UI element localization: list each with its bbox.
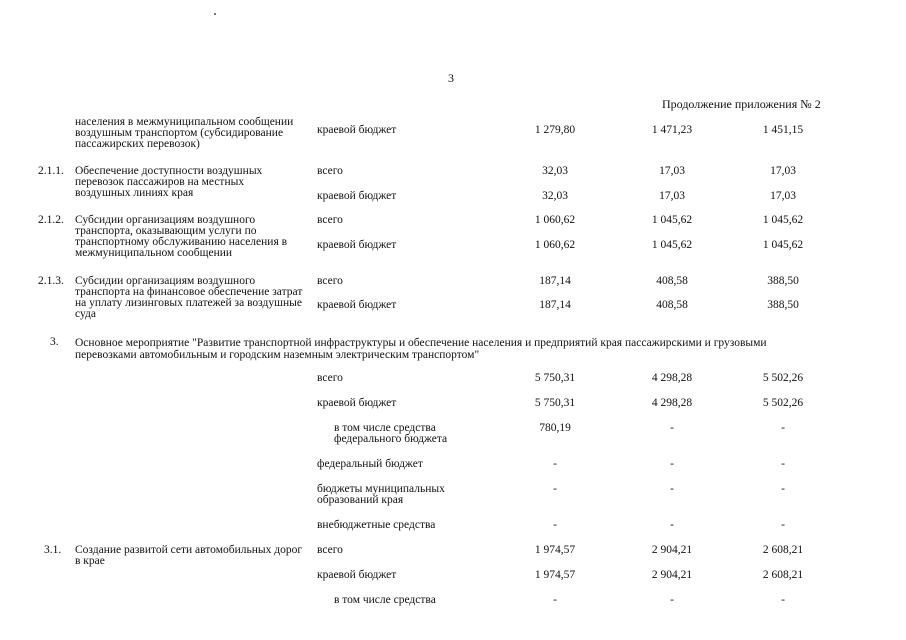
- value-cell: 1 045,62: [651, 239, 693, 251]
- value-cell: 1 060,62: [534, 214, 576, 226]
- value-cell: 187,14: [539, 299, 571, 311]
- value-cell: 4 298,28: [651, 372, 693, 384]
- value-cell: 5 750,31: [534, 372, 576, 384]
- row-source: всего: [317, 275, 343, 287]
- value-cell: 1 471,23: [651, 124, 693, 136]
- value-cell: 2 608,21: [762, 569, 804, 581]
- value-cell: -: [781, 422, 785, 434]
- row-name: Основное мероприятие "Развитие транспортной инфраструктуры и обеспечение населения и предприятий края пассажирскими и грузовыми перевозками автомобильным и городским наземным электрическим транспортом": [75, 337, 767, 361]
- value-cell: 17,03: [659, 190, 685, 202]
- value-cell: -: [781, 458, 785, 470]
- value-cell: -: [553, 519, 557, 531]
- row-source: краевой бюджет: [317, 190, 397, 202]
- continuation-title: Продолжение приложения № 2: [662, 97, 821, 111]
- row-code: 2.1.3.: [38, 275, 64, 287]
- value-cell: 1 045,62: [762, 239, 804, 251]
- value-cell: 1 974,57: [534, 544, 576, 556]
- value-cell: 2 904,21: [651, 569, 693, 581]
- value-cell: 2 608,21: [762, 544, 804, 556]
- value-cell: -: [553, 483, 557, 495]
- row-name: Субсидии организациям воздушного транспорта на финансовое обеспечение затрат на уплату лизинговых платежей за воздушные суда: [75, 275, 303, 320]
- value-cell: 5 502,26: [762, 372, 804, 384]
- scan-mark: [214, 13, 216, 15]
- row-source: внебюджетные средства: [317, 519, 436, 531]
- row-source: всего: [317, 165, 343, 177]
- value-cell: 5 750,31: [534, 397, 576, 409]
- value-cell: -: [670, 422, 674, 434]
- row-source: краевой бюджет: [317, 124, 397, 136]
- row-source: краевой бюджет: [317, 239, 397, 251]
- value-cell: 1 060,62: [534, 239, 576, 251]
- value-cell: 2 904,21: [651, 544, 693, 556]
- value-cell: 17,03: [770, 190, 796, 202]
- value-cell: -: [553, 458, 557, 470]
- value-cell: 1 045,62: [651, 214, 693, 226]
- row-source: в том числе средства федерального бюджета: [334, 422, 448, 445]
- value-cell: 388,50: [767, 275, 799, 287]
- row-source: федеральный бюджет: [317, 458, 423, 470]
- row-source: всего: [317, 372, 343, 384]
- value-cell: -: [781, 594, 785, 606]
- value-cell: 1 279,80: [534, 124, 576, 136]
- value-cell: -: [781, 483, 785, 495]
- value-cell: -: [670, 594, 674, 606]
- row-code: 2.1.1.: [38, 165, 64, 177]
- value-cell: -: [781, 519, 785, 531]
- value-cell: 187,14: [539, 275, 571, 287]
- value-cell: 1 045,62: [762, 214, 804, 226]
- value-cell: 408,58: [656, 275, 688, 287]
- value-cell: 1 974,57: [534, 569, 576, 581]
- row-source: краевой бюджет: [317, 569, 397, 581]
- value-cell: 388,50: [767, 299, 799, 311]
- row-source: краевой бюджет: [317, 397, 397, 409]
- row-source: в том числе средства: [334, 594, 436, 606]
- value-cell: 17,03: [770, 165, 796, 177]
- row-name: населения в межмуниципальном сообщении воздушным транспортом (субсидирование пассажирских перевозок): [75, 116, 294, 150]
- value-cell: -: [670, 519, 674, 531]
- row-code: 3.1.: [44, 544, 62, 556]
- row-name: Обеспечение доступности воздушных перевозок пассажиров на местных воздушных линиях края: [75, 165, 263, 199]
- row-source: краевой бюджет: [317, 299, 397, 311]
- value-cell: 17,03: [659, 165, 685, 177]
- value-cell: 780,19: [539, 422, 571, 434]
- value-cell: 5 502,26: [762, 397, 804, 409]
- value-cell: 408,58: [656, 299, 688, 311]
- row-name: Создание развитой сети автомобильных дорог в крае: [75, 544, 303, 567]
- value-cell: 32,03: [542, 165, 568, 177]
- row-source: всего: [317, 544, 343, 556]
- row-name: Субсидии организациям воздушного транспорта, оказывающим услуги по транспортному обслуживанию населения в межмуниципальном сообщении: [75, 214, 288, 259]
- value-cell: -: [670, 458, 674, 470]
- value-cell: 4 298,28: [651, 397, 693, 409]
- page-number: 3: [448, 71, 454, 85]
- value-cell: 32,03: [542, 190, 568, 202]
- row-source: бюджеты муниципальных образований края: [317, 483, 445, 506]
- row-code: 3.: [50, 336, 59, 348]
- value-cell: 1 451,15: [762, 124, 804, 136]
- row-code: 2.1.2.: [38, 214, 64, 226]
- value-cell: -: [670, 483, 674, 495]
- row-source: всего: [317, 214, 343, 226]
- value-cell: -: [553, 594, 557, 606]
